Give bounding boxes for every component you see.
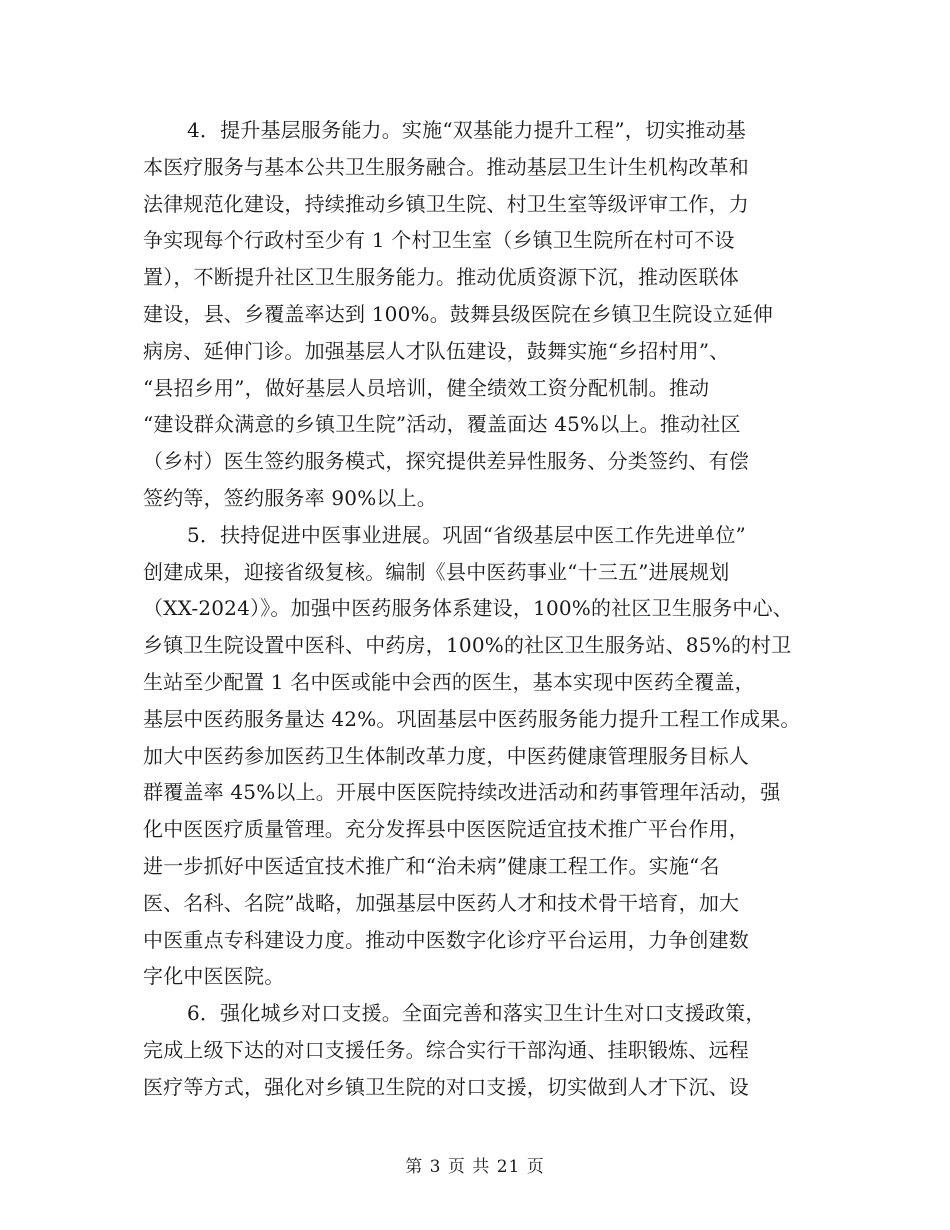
text-line: 建设，县、乡覆盖率达到 100%。鼓舞县级医院在乡镇卫生院设立延伸 (143, 301, 774, 326)
text-line: 进一步抓好中医适宜技术推广和“治未病”健康工程工作。实施“名 (143, 853, 720, 878)
text-line: 本医疗服务与基本公共卫生服务融合。推动基层卫生计生机构改革和 (143, 154, 749, 179)
text-line: 乡镇卫生院设置中医科、中药房，100%的社区卫生服务站、85%的村卫 (143, 633, 792, 658)
text-line: 争实现每个行政村至少有 1 个村卫生室（乡镇卫生院所在村可不设 (143, 228, 735, 253)
text-line: 化中医医疗质量管理。充分发挥县中医医院适宜技术推广平台作用， (143, 817, 749, 842)
text-line: 置），不断提升社区卫生服务能力。推动优质资源下沉，推动医联体 (143, 265, 739, 290)
text-line: 生站至少配置 1 名中医或能中会西的医生，基本实现中医药全覆盖， (143, 669, 755, 694)
text-line: （乡村）医生签约服务模式，探究提供差异性服务、分类签约、有偿 (143, 449, 749, 474)
text-line: 完成上级下达的对口支援任务。综合实行干部沟通、挂职锻炼、远程 (143, 1037, 749, 1062)
text-line: “建设群众满意的乡镇卫生院”活动，覆盖面达 45%以上。推动社区 (143, 412, 741, 437)
text-line: （XX-2024）》。加强中医药服务体系建设，100%的社区卫生服务中心、 (143, 596, 793, 621)
text-line: 基层中医药服务量达 42%。巩固基层中医药服务能力提升工程工作成果。 (143, 706, 801, 731)
text-line: 字化中医医院。 (143, 964, 285, 989)
text-line: 医疗等方式，强化对乡镇卫生院的对口支援，切实做到人才下沉、设 (143, 1074, 749, 1099)
text-line: 创建成果，迎接省级复核。编制《县中医药事业“十三五”进展规划 (143, 559, 730, 584)
paragraph-4-heading-line: 4．提升基层服务能力。实施“双基能力提升工程”，切实推动基 (187, 118, 746, 142)
paragraph-6-heading-line: 6．强化城乡对口支援。全面完善和落实卫生计生对口支援政策， (187, 1001, 766, 1026)
text-line: 中医重点专科建设力度。推动中医数字化诊疗平台运用，力争创建数 (143, 927, 749, 952)
text-line: 签约等，签约服务率 90%以上。 (143, 485, 438, 510)
body-text (143, 112, 813, 1106)
paragraph-5-heading-line: 5．扶持促进中医事业进展。巩固“省级基层中医工作先进单位” (187, 522, 746, 547)
text-line: 群覆盖率 45%以上。开展中医医院持续改进活动和药事管理年活动，强 (143, 780, 781, 805)
page-number-footer: 第 3 页 共 21 页 (405, 1157, 545, 1177)
text-line: 加大中医药参加医药卫生体制改革力度，中医药健康管理服务目标人 (143, 743, 749, 768)
text-line: “县招乡用”，做好基层人员培训，健全绩效工资分配机制。推动 (143, 375, 710, 400)
text-line: 法律规范化建设，持续推动乡镇卫生院、村卫生室等级评审工作，力 (143, 191, 749, 216)
text-line: 病房、延伸门诊。加强基层人才队伍建设，鼓舞实施“乡招村用”、 (143, 338, 730, 363)
text-line: 医、名科、名院”战略，加强基层中医药人才和技术骨干培育，加大 (143, 890, 740, 915)
